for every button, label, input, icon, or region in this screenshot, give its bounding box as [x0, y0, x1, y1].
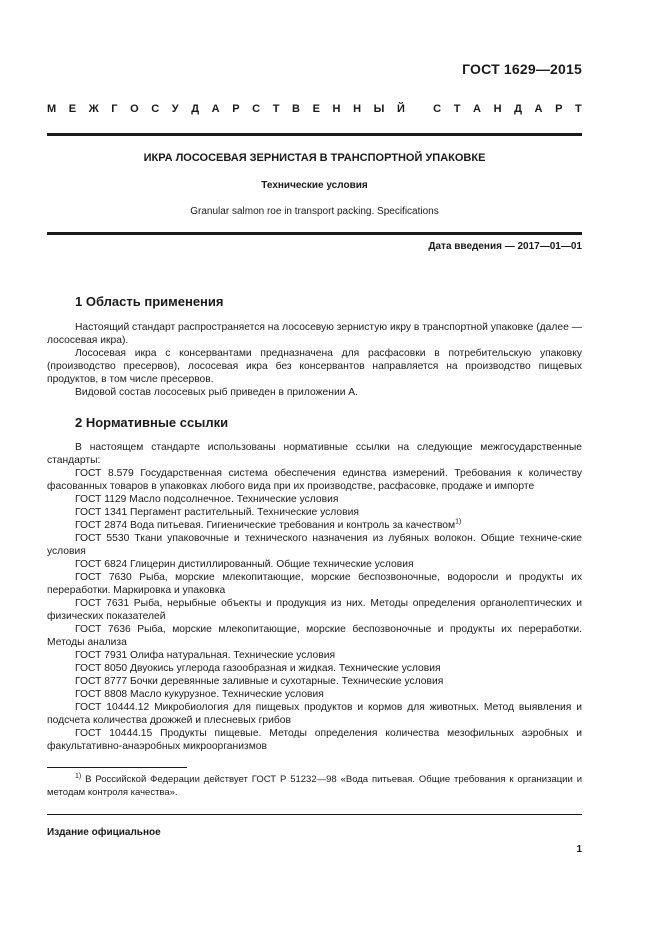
- standard-type-letter: А: [473, 103, 481, 115]
- top-divider: [47, 133, 582, 136]
- standard-type-letter: Т: [453, 103, 461, 115]
- paragraph: Видовой состав лососевых рыб приведен в приложении А.: [75, 387, 359, 398]
- reference-item: [47, 519, 582, 532]
- reference-item: ГОСТ 6824 Глицерин дистиллированный. Общие технические условия: [75, 559, 414, 570]
- standard-type-letter: О: [130, 103, 139, 115]
- reference-item: ГОСТ 1129 Масло подсолнечное. Технические условия: [75, 494, 339, 505]
- standard-type-letter: Н: [493, 103, 502, 115]
- title-divider: [47, 232, 582, 235]
- standard-type-letter: С: [252, 103, 261, 115]
- standard-type-letter: У: [171, 103, 179, 115]
- standard-type-letter: С: [151, 103, 160, 115]
- footnote-divider: [47, 767, 187, 768]
- document-title-english: Granular salmon roe in transport packing. Specifications: [190, 206, 439, 217]
- footnote-reference[interactable]: 1): [455, 518, 462, 526]
- standard-type-letter: Р: [555, 103, 563, 115]
- footnote: [47, 773, 582, 799]
- standard-type-letter: Т: [575, 103, 582, 115]
- standard-type-letter: Е: [68, 103, 77, 115]
- reference-item: ГОСТ 8808 Масло кукурузное. Технические условия: [75, 689, 324, 700]
- standard-type-letter: М: [47, 103, 57, 115]
- reference-item: ГОСТ 10444.15 Продукты пищевые. Методы определения количества мезофильных аэробных и факультативно-анаэробных микроорганизмов: [47, 728, 582, 752]
- standard-type-letter: Г: [111, 103, 118, 115]
- reference-item: ГОСТ 1341 Пергамент растительный. Технические условия: [75, 507, 359, 518]
- section-2-body: [47, 441, 582, 753]
- document-subtitle: Технические условия: [261, 180, 368, 191]
- reference-item: ГОСТ 5530 Ткани упаковочные и технического назначения из лубяных волокон. Общие техниче-ские условия: [47, 533, 582, 557]
- standard-type-letter: Т: [272, 103, 280, 115]
- standard-type-letter: [417, 103, 420, 115]
- paragraph: В настоящем стандарте использованы нормативные ссылки на следующие межгосударственные стандарты:: [47, 442, 582, 466]
- standard-type-label: [47, 103, 582, 115]
- reference-text: ГОСТ 2874 Вода питьевая. Гигиенические требования и контроль за качеством: [75, 520, 456, 531]
- standard-type-letter: С: [433, 103, 442, 115]
- section-2-heading: 2 Нормативные ссылки: [75, 415, 229, 430]
- paragraph: Настоящий стандарт распространяется на лососевую зернистую икру в транспортной упаковке (далее — лососевая икра).: [47, 322, 582, 346]
- standard-type-letter: А: [211, 103, 220, 115]
- footer-divider: [47, 814, 582, 815]
- document-title: ИКРА ЛОСОСЕВАЯ ЗЕРНИСТАЯ В ТРАНСПОРТНОЙ УПАКОВКЕ: [143, 152, 486, 164]
- standard-type-letter: Е: [312, 103, 320, 115]
- standard-type-letter: Р: [232, 103, 240, 115]
- page-number: 1: [576, 844, 582, 855]
- reference-item: ГОСТ 8.579 Государственная система обеспечения единства измерений. Требования к количеству фасованных товаров в упаковках любого вида при их производстве, расфасовке, продаже и импорте: [47, 468, 582, 492]
- standard-type-letter: В: [292, 103, 300, 115]
- standard-type-letter: Ы: [373, 103, 385, 115]
- standard-type-letter: Д: [514, 103, 522, 115]
- standard-type-letter: Н: [332, 103, 341, 115]
- section-1-body: [47, 321, 582, 399]
- paragraph: Лососевая икра с консервантами предназначена для расфасовки в потребительскую упаковку (производство пресервов), лососевая икра без консервантов направляется на производство пищевых продуктов, в том числе пресервов.: [47, 348, 582, 385]
- reference-item: ГОСТ 8050 Двуокись углерода газообразная и жидкая. Технические условия: [75, 663, 441, 674]
- footnote-body: В Российской Федерации действует ГОСТ Р 51232—98 «Вода питьевая. Общие требования к организации и методам контроля качества».: [47, 774, 582, 798]
- reference-item: ГОСТ 7636 Рыба, морские млекопитающие, морские беспозвоночные и продукты их переработки. Методы анализа: [47, 624, 582, 648]
- reference-item: ГОСТ 7931 Олифа натуральная. Технические условия: [75, 650, 336, 661]
- standard-type-letter: А: [534, 103, 543, 115]
- document-code: ГОСТ 1629—2015: [462, 61, 582, 77]
- reference-item: ГОСТ 10444.12 Микробиология для пищевых продуктов и кормов для животных. Метод выявления и подсчета количества дрожжей и плесневых грибов: [47, 702, 582, 726]
- reference-item: ГОСТ 7630 Рыба, морские млекопитающие, морские беспозвоночные, водоросли и продукты их переработки. Маркировка и упаковка: [47, 572, 582, 596]
- section-1-heading: 1 Область применения: [75, 294, 224, 309]
- footnote-mark: 1): [75, 772, 82, 780]
- reference-item: ГОСТ 7631 Рыба, нерыбные объекты и продукция из них. Методы определения органолептических и физических показателей: [47, 598, 582, 622]
- standard-type-letter: Й: [396, 103, 405, 115]
- footnote-text: [47, 773, 582, 799]
- standard-type-letter: Д: [191, 103, 200, 115]
- introduction-date: Дата введения — 2017—01—01: [428, 241, 582, 252]
- standard-type-letter: Ж: [88, 103, 99, 115]
- standard-type-letter: Н: [353, 103, 362, 115]
- reference-item: ГОСТ 8777 Бочки деревянные заливные и сухотарные. Технические условия: [75, 676, 444, 687]
- edition-label: Издание официальное: [47, 827, 161, 838]
